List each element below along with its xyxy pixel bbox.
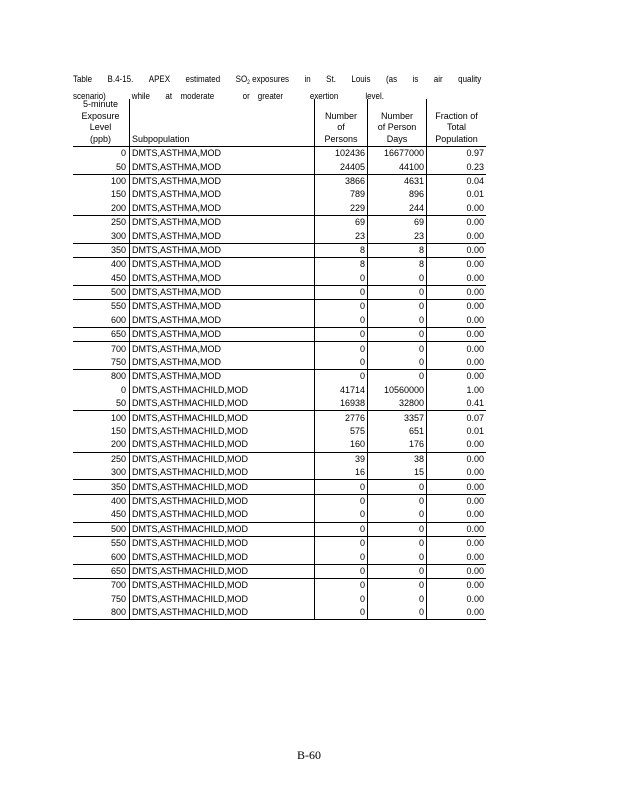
cell-fraction-of-population: 0.00 <box>466 371 484 382</box>
caption-word: air <box>433 74 443 85</box>
cell-exposure-level: 50 <box>73 160 130 174</box>
cell-number-of-persons: 0 <box>315 508 368 522</box>
caption-word: quality <box>458 74 482 85</box>
header-line: Number <box>380 110 413 121</box>
cell-number-of-person-days: 0 <box>368 342 427 356</box>
cell-fraction-of-population: 0.00 <box>427 243 487 257</box>
cell-number-of-person-days: 0 <box>368 522 427 536</box>
cell-number-of-persons: 160 <box>315 438 368 452</box>
caption-word: Louis <box>351 74 371 85</box>
cell-number-of-person-days: 0 <box>368 285 427 299</box>
cell-number-of-persons: 0 <box>315 328 368 342</box>
cell-subpopulation: DMTS,ASTHMACHILD,MOD <box>130 606 315 620</box>
cell-fraction-of-population: 0.01 <box>466 189 484 200</box>
cell-number-of-persons: 0 <box>315 564 368 578</box>
cell-subpopulation: DMTS,ASTHMACHILD,MOD <box>130 452 315 466</box>
cell-number-of-person-days: 0 <box>368 356 427 370</box>
cell-number-of-persons: 0 <box>315 593 368 606</box>
cell-fraction-of-population: 1.00 <box>466 384 484 395</box>
caption-word: level. <box>365 91 384 102</box>
cell-number-of-person-days: 10560000 <box>368 384 427 397</box>
cell-exposure-level: 300 <box>73 466 130 480</box>
cell-subpopulation: DMTS,ASTHMA,MOD <box>130 147 315 161</box>
caption-subscript: 2 <box>247 80 250 86</box>
table-row <box>73 342 486 356</box>
table-row <box>73 579 486 593</box>
table-row <box>73 328 486 342</box>
cell-subpopulation: DMTS,ASTHMA,MOD <box>130 328 315 342</box>
cell-number-of-person-days: 38 <box>368 452 427 466</box>
cell-fraction-of-population: 0.23 <box>427 160 487 174</box>
cell-exposure-level: 450 <box>73 508 130 522</box>
cell-subpopulation: DMTS,ASTHMACHILD,MOD <box>130 579 315 593</box>
cell-number-of-person-days: 0 <box>368 536 427 550</box>
cell-number-of-persons: 0 <box>315 285 368 299</box>
cell-number-of-person-days: 651 <box>368 425 427 438</box>
cell-subpopulation: DMTS,ASTHMACHILD,MOD <box>130 508 315 522</box>
header-fraction-of-population <box>427 99 487 147</box>
cell-subpopulation: DMTS,ASTHMA,MOD <box>130 215 315 229</box>
cell-number-of-persons: 0 <box>315 494 368 508</box>
cell-exposure-level: 650 <box>73 564 130 578</box>
cell-exposure-level: 750 <box>73 593 130 606</box>
cell-number-of-persons: 0 <box>315 480 368 494</box>
cell-number-of-person-days: 0 <box>368 508 427 522</box>
table-row <box>73 384 486 397</box>
table-row <box>73 425 486 438</box>
exposure-table <box>73 99 486 620</box>
cell-number-of-persons: 0 <box>315 550 368 564</box>
cell-exposure-level: 200 <box>73 438 130 452</box>
caption-word: APEX <box>148 74 171 85</box>
cell-number-of-person-days: 8 <box>368 243 427 257</box>
cell-fraction-of-population: 0.97 <box>466 148 484 159</box>
cell-fraction-of-population: 0.00 <box>466 217 484 228</box>
cell-subpopulation: DMTS,ASTHMACHILD,MOD <box>130 438 315 452</box>
cell-subpopulation: DMTS,ASTHMACHILD,MOD <box>130 411 315 425</box>
cell-fraction-of-population: 0.00 <box>466 580 484 591</box>
cell-number-of-persons: 8 <box>315 258 368 272</box>
header-line: Level <box>89 122 112 132</box>
cell-subpopulation: DMTS,ASTHMACHILD,MOD <box>130 397 315 411</box>
cell-number-of-persons: 3866 <box>315 174 368 188</box>
cell-number-of-person-days: 0 <box>368 300 427 314</box>
cell-number-of-person-days: 0 <box>368 480 427 494</box>
cell-number-of-person-days: 3357 <box>368 411 427 425</box>
cell-exposure-level: 800 <box>73 606 130 620</box>
cell-subpopulation: DMTS,ASTHMACHILD,MOD <box>130 593 315 606</box>
caption-word: scenario) <box>73 91 106 102</box>
table-row <box>73 243 486 257</box>
cell-fraction-of-population: 0.00 <box>427 606 487 620</box>
cell-fraction-of-population: 0.00 <box>466 259 484 270</box>
cell-fraction-of-population: 0.00 <box>427 229 487 243</box>
cell-exposure-level: 450 <box>73 272 130 286</box>
cell-number-of-person-days: 23 <box>368 229 427 243</box>
cell-subpopulation: DMTS,ASTHMA,MOD <box>130 160 315 174</box>
cell-number-of-person-days: 15 <box>368 466 427 480</box>
header-line: Total <box>446 122 466 132</box>
cell-exposure-level: 150 <box>73 425 130 438</box>
header-number-of-person-days <box>368 99 427 147</box>
caption-line-1 <box>73 73 481 90</box>
cell-exposure-level: 150 <box>73 188 130 201</box>
table-row <box>73 356 486 370</box>
cell-number-of-persons: 39 <box>315 452 368 466</box>
cell-fraction-of-population: 0.00 <box>427 356 487 370</box>
cell-exposure-level: 50 <box>73 397 130 411</box>
cell-fraction-of-population: 0.00 <box>427 550 487 564</box>
cell-fraction-of-population: 0.00 <box>466 538 484 549</box>
cell-subpopulation: DMTS,ASTHMA,MOD <box>130 314 315 328</box>
table-row <box>73 606 486 620</box>
table-row <box>73 522 486 536</box>
cell-number-of-persons: 0 <box>315 522 368 536</box>
cell-subpopulation: DMTS,ASTHMA,MOD <box>130 370 315 384</box>
table-row <box>73 452 486 466</box>
cell-subpopulation: DMTS,ASTHMA,MOD <box>130 202 315 216</box>
cell-exposure-level: 400 <box>73 494 130 508</box>
cell-number-of-person-days: 0 <box>368 328 427 342</box>
cell-number-of-person-days: 0 <box>368 606 427 620</box>
header-subpopulation <box>130 99 315 147</box>
cell-number-of-persons: 789 <box>315 188 368 201</box>
header-line: Persons <box>324 133 358 144</box>
cell-number-of-person-days: 44100 <box>368 160 427 174</box>
caption-word: exertion <box>309 91 339 102</box>
cell-fraction-of-population: 0.00 <box>427 508 487 522</box>
cell-subpopulation: DMTS,ASTHMA,MOD <box>130 342 315 356</box>
cell-subpopulation: DMTS,ASTHMACHILD,MOD <box>130 384 315 397</box>
cell-subpopulation: DMTS,ASTHMACHILD,MOD <box>130 522 315 536</box>
header-line: Number <box>324 110 357 121</box>
table-row <box>73 314 486 328</box>
cell-exposure-level: 250 <box>73 452 130 466</box>
cell-fraction-of-population: 0.00 <box>466 343 484 354</box>
cell-fraction-of-population: 0.07 <box>466 412 484 423</box>
table-row <box>73 480 486 494</box>
caption-word: SO <box>235 74 248 85</box>
cell-number-of-person-days: 0 <box>368 593 427 606</box>
cell-number-of-persons: 0 <box>315 342 368 356</box>
cell-fraction-of-population: 0.00 <box>427 522 487 536</box>
cell-number-of-person-days: 244 <box>368 202 427 216</box>
cell-number-of-person-days: 8 <box>368 258 427 272</box>
table-row <box>73 494 486 508</box>
cell-exposure-level: 800 <box>73 370 130 384</box>
caption-so2 <box>236 73 289 90</box>
cell-number-of-person-days: 0 <box>368 272 427 286</box>
cell-subpopulation: DMTS,ASTHMACHILD,MOD <box>130 564 315 578</box>
cell-exposure-level: 700 <box>73 579 130 593</box>
cell-fraction-of-population: 0.00 <box>427 328 487 342</box>
cell-subpopulation: DMTS,ASTHMA,MOD <box>130 243 315 257</box>
cell-subpopulation: DMTS,ASTHMA,MOD <box>130 229 315 243</box>
cell-number-of-person-days: 32800 <box>368 397 427 411</box>
page-number: B-60 <box>297 748 321 762</box>
table-row <box>73 508 486 522</box>
table-row <box>73 202 486 216</box>
table-row <box>73 397 486 411</box>
caption-word: at <box>165 91 173 102</box>
cell-number-of-persons: 24405 <box>315 160 368 174</box>
header-line: Days <box>386 133 408 144</box>
cell-exposure-level: 550 <box>73 300 130 314</box>
caption-word: or <box>242 91 250 102</box>
cell-number-of-persons: 0 <box>315 314 368 328</box>
cell-fraction-of-population: 0.00 <box>466 495 484 506</box>
cell-number-of-person-days: 0 <box>368 494 427 508</box>
cell-subpopulation: DMTS,ASTHMACHILD,MOD <box>130 536 315 550</box>
cell-exposure-level: 600 <box>73 314 130 328</box>
cell-exposure-level: 300 <box>73 229 130 243</box>
cell-exposure-level: 0 <box>73 384 130 397</box>
cell-exposure-level: 700 <box>73 342 130 356</box>
cell-number-of-persons: 0 <box>315 370 368 384</box>
table-row <box>73 174 486 188</box>
caption-word: B.4-15. <box>107 74 134 85</box>
cell-exposure-level: 400 <box>73 258 130 272</box>
table-row <box>73 564 486 578</box>
cell-exposure-level: 550 <box>73 536 130 550</box>
cell-exposure-level: 200 <box>73 202 130 216</box>
header-line: of Person <box>377 122 417 132</box>
cell-number-of-persons: 575 <box>315 425 368 438</box>
cell-number-of-persons: 0 <box>315 579 368 593</box>
cell-number-of-person-days: 16677000 <box>368 147 427 161</box>
header-line: Fraction of <box>435 110 478 121</box>
cell-exposure-level: 350 <box>73 480 130 494</box>
cell-exposure-level: 750 <box>73 356 130 370</box>
cell-number-of-persons: 0 <box>315 300 368 314</box>
cell-number-of-persons: 23 <box>315 229 368 243</box>
cell-number-of-persons: 102436 <box>315 147 368 161</box>
header-line: Exposure <box>81 110 120 121</box>
cell-fraction-of-population: 0.00 <box>466 301 484 312</box>
cell-fraction-of-population: 0.00 <box>427 314 487 328</box>
table-row <box>73 411 486 425</box>
cell-fraction-of-population: 0.00 <box>427 564 487 578</box>
cell-exposure-level: 650 <box>73 328 130 342</box>
cell-exposure-level: 0 <box>73 147 130 161</box>
table-row <box>73 272 486 286</box>
cell-number-of-person-days: 69 <box>368 215 427 229</box>
cell-fraction-of-population: 0.41 <box>427 397 487 411</box>
table-row <box>73 147 486 161</box>
cell-number-of-persons: 0 <box>315 606 368 620</box>
caption-word: moderate <box>180 91 215 102</box>
cell-number-of-person-days: 0 <box>368 370 427 384</box>
cell-exposure-level: 600 <box>73 550 130 564</box>
cell-subpopulation: DMTS,ASTHMACHILD,MOD <box>130 494 315 508</box>
cell-fraction-of-population: 0.00 <box>427 466 487 480</box>
table-row <box>73 593 486 606</box>
cell-number-of-persons: 41714 <box>315 384 368 397</box>
cell-number-of-persons: 8 <box>315 243 368 257</box>
cell-subpopulation: DMTS,ASTHMACHILD,MOD <box>130 550 315 564</box>
cell-number-of-persons: 0 <box>315 536 368 550</box>
cell-number-of-persons: 2776 <box>315 411 368 425</box>
cell-number-of-persons: 0 <box>315 272 368 286</box>
cell-number-of-persons: 16938 <box>315 397 368 411</box>
table-row <box>73 229 486 243</box>
cell-number-of-persons: 0 <box>315 356 368 370</box>
cell-subpopulation: DMTS,ASTHMA,MOD <box>130 300 315 314</box>
caption-word: greater <box>257 91 284 102</box>
cell-number-of-person-days: 4631 <box>368 174 427 188</box>
cell-fraction-of-population: 0.00 <box>427 438 487 452</box>
cell-fraction-of-population: 0.00 <box>466 453 484 464</box>
cell-exposure-level: 100 <box>73 411 130 425</box>
cell-number-of-person-days: 0 <box>368 579 427 593</box>
cell-subpopulation: DMTS,ASTHMA,MOD <box>130 258 315 272</box>
caption-word: in <box>304 74 311 85</box>
caption-word: St. <box>326 74 336 85</box>
cell-exposure-level: 250 <box>73 215 130 229</box>
cell-fraction-of-population: 0.00 <box>427 480 487 494</box>
cell-subpopulation: DMTS,ASTHMA,MOD <box>130 174 315 188</box>
cell-exposure-level: 100 <box>73 174 130 188</box>
caption-word: while <box>131 91 150 102</box>
header-exposure-level <box>73 99 130 147</box>
table-row <box>73 188 486 201</box>
caption-word: Table <box>73 74 93 85</box>
cell-subpopulation: DMTS,ASTHMACHILD,MOD <box>130 425 315 438</box>
table-row <box>73 466 486 480</box>
caption-word: is <box>412 74 419 85</box>
cell-exposure-level: 500 <box>73 285 130 299</box>
table-header-row <box>73 99 486 147</box>
cell-subpopulation: DMTS,ASTHMA,MOD <box>130 188 315 201</box>
cell-subpopulation: DMTS,ASTHMACHILD,MOD <box>130 466 315 480</box>
table-row <box>73 536 486 550</box>
table-row <box>73 285 486 299</box>
cell-exposure-level: 350 <box>73 243 130 257</box>
cell-subpopulation: DMTS,ASTHMACHILD,MOD <box>130 480 315 494</box>
table-row <box>73 160 486 174</box>
cell-number-of-person-days: 896 <box>368 188 427 201</box>
caption-word: exposures <box>252 74 290 85</box>
cell-fraction-of-population: 0.00 <box>466 593 484 604</box>
cell-number-of-person-days: 0 <box>368 314 427 328</box>
header-line: Subpopulation <box>132 133 190 144</box>
table-body <box>73 147 486 620</box>
cell-subpopulation: DMTS,ASTHMA,MOD <box>130 356 315 370</box>
table-row <box>73 215 486 229</box>
header-number-of-persons <box>315 99 368 147</box>
table-row <box>73 370 486 384</box>
header-line: Population <box>435 133 478 144</box>
cell-number-of-persons: 229 <box>315 202 368 216</box>
header-line: of <box>337 122 345 132</box>
table-row <box>73 300 486 314</box>
cell-number-of-person-days: 176 <box>368 438 427 452</box>
cell-number-of-persons: 69 <box>315 215 368 229</box>
cell-subpopulation: DMTS,ASTHMA,MOD <box>130 272 315 286</box>
table-row <box>73 258 486 272</box>
cell-number-of-person-days: 0 <box>368 564 427 578</box>
header-line: (ppb) <box>89 133 111 144</box>
cell-fraction-of-population: 0.00 <box>427 202 487 216</box>
cell-fraction-of-population: 0.01 <box>466 426 484 436</box>
cell-number-of-person-days: 0 <box>368 550 427 564</box>
cell-subpopulation: DMTS,ASTHMA,MOD <box>130 285 315 299</box>
cell-fraction-of-population: 0.00 <box>427 285 487 299</box>
cell-fraction-of-population: 0.00 <box>427 272 487 286</box>
table-row <box>73 550 486 564</box>
table-row <box>73 438 486 452</box>
cell-number-of-persons: 16 <box>315 466 368 480</box>
header-line: 5-minute <box>82 99 118 109</box>
cell-fraction-of-population: 0.04 <box>466 175 484 186</box>
cell-exposure-level: 500 <box>73 522 130 536</box>
caption-word: (as <box>385 74 398 85</box>
caption-word: estimated <box>185 74 221 85</box>
